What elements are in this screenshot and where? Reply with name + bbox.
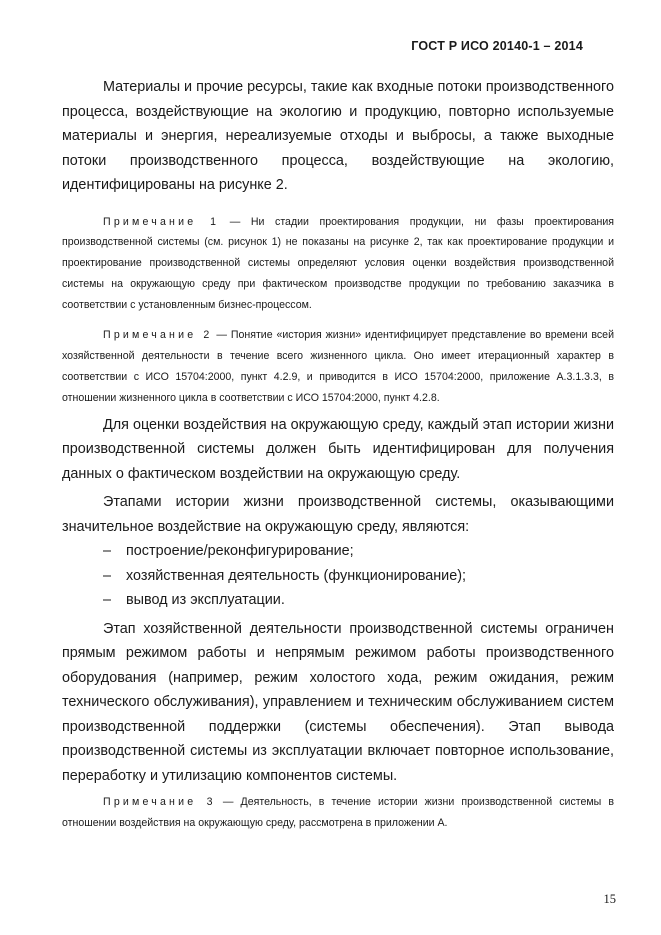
dash-marker: – bbox=[103, 567, 112, 584]
note-3-text: — Деятельность, в течение истории жизни производственной системы в отношении воздействия на окружающую среду, рассмотрена в приложении А. bbox=[62, 796, 614, 829]
paragraph-operation-stage: Этап хозяйственной деятельности производственной системы ограничен прямым режимом работы и непрямым режимом работы производственного оборудования (например, режим холостого хода, режим ожидания, режим технического обслуживания), управлением и техническим обслуживанием систем производственной поддержки (системы обеспечения). Этап вывода производственной системы из эксплуатации включает повторное использование, переработку и утилизацию компонентов системы. bbox=[62, 620, 614, 784]
dash-marker: – bbox=[103, 592, 112, 609]
note-1-label: Примечание 1 bbox=[103, 215, 220, 228]
list-item: – хозяйственная деятельность (функционирование); bbox=[62, 564, 614, 589]
note-1-text: — Ни стадии проектирования продукции, ни фазы проектирования производственной системы (см. рисунок 1) не показаны на рисунке 2, так как проектирование продукции и проектирование производственной системы определяют условия оценки воздействия производственной системы на окружающую среду при фактическом производстве продукции по требованию заказчика в соответствии с установленным бизнес-процессом. bbox=[62, 215, 614, 311]
paragraph-impact-assessment: Для оценки воздействия на окружающую среду, каждый этап истории жизни производственной системы должен быть идентифицирован для получения данных о фактическом воздействии на окружающую среду. bbox=[62, 416, 614, 482]
note-2-label: Примечание 2 bbox=[103, 329, 213, 342]
note-1 bbox=[62, 212, 614, 316]
note-2 bbox=[62, 325, 614, 408]
list-item: – вывод из эксплуатации. bbox=[62, 588, 614, 613]
stages-list bbox=[62, 539, 614, 613]
paragraph-life-history-stages: Этапами истории жизни производственной системы, оказывающими значительное воздействие на окружающую среду, являются: bbox=[62, 494, 614, 535]
dash-marker: – bbox=[103, 543, 112, 560]
note-2-text: — Понятие «история жизни» идентифицирует представление во времени всей хозяйственной деятельности в течение всего жизненного цикла. Оно имеет итерационный характер в соответствии с ИСО 15704:2000, пункт 4.2.9, и приводится в ИСО 15704:2000, приложение А.3.1.3.3, в отношении жизненного цикла в соответствии с ИСО 15704:2000, пункт 4.2.8. bbox=[62, 329, 614, 404]
note-3-label: Примечание 3 bbox=[103, 796, 216, 809]
page-number: 15 bbox=[603, 892, 616, 906]
note-3 bbox=[62, 792, 614, 834]
page-content bbox=[62, 75, 614, 834]
paragraph-materials: Материалы и прочие ресурсы, такие как входные потоки производственного процесса, воздействующие на экологию и продукцию, повторно используемые материалы и энергия, нереализуемые отходы и выбросы, а также выходные потоки производственного процесса, воздействующие на экологию, идентифицированы на рисунке 2. bbox=[62, 79, 614, 193]
document-header: ГОСТ Р ИСО 20140-1 – 2014 bbox=[411, 39, 583, 53]
list-item: – построение/реконфигурирование; bbox=[62, 539, 614, 564]
